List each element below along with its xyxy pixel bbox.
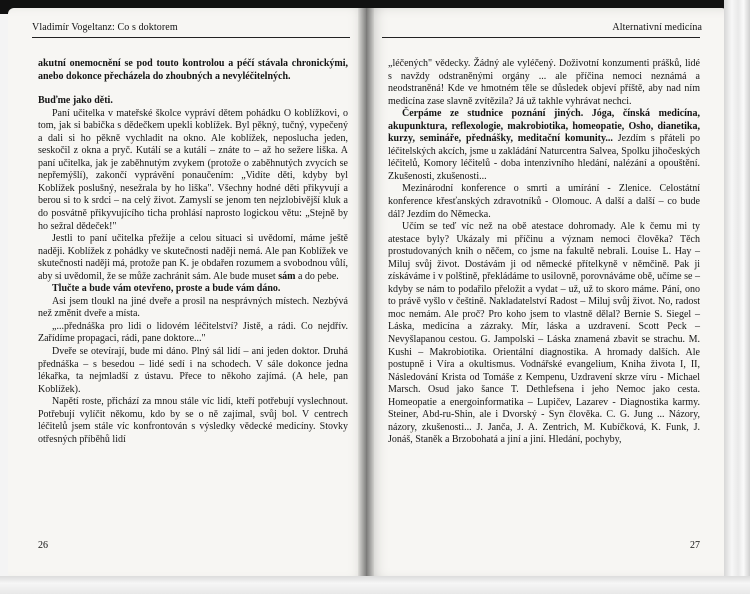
right-page-body <box>388 58 700 447</box>
left-running-header: Vladimír Vogeltanz: Co s doktorem <box>32 22 178 33</box>
paragraph: Čerpáme ze studnice poznání jiných. Jóga, čínská medicína, akupunktura, reflexologie, makrobiotika, homeopatie, Osho, dianetika, kurzy, semináře, přednášky, meditační komunity... Jezdím s přáteli po léčitelských akcích, jsme u zakládání Naturcentra Salvea, Spolku jihočeských léčitelů, Komory léčitelů - doba intenzivního hledání, nalézání a opouštění. Zkušenosti, zkušenosti... <box>388 108 701 182</box>
quote-paragraph: „...přednáška pro lidi o lidovém léčitelství? Jistě, a rádi. Co nejdřív. Zařídíme propagaci, rádi, pane doktore..." <box>38 320 348 345</box>
intro-bold-paragraph: akutní onemocnění se pod touto kontrolou a péčí stávala chronickými, anebo dokonce přecházela do zhoubných a nevyléčitelných. <box>38 58 348 82</box>
paragraph: Asi jsem tloukl na jiné dveře a prosil na nesprávných místech. Nezbývá než změnit dveře a místa. <box>38 295 348 320</box>
right-header-rule <box>382 37 700 38</box>
right-running-header: Alternativní medicína <box>612 22 702 33</box>
book-gutter <box>358 8 374 580</box>
paragraph: Napětí roste, přichází za mnou stále víc lidí, kteří potřebují vyslechnout. Potřebují vylíčit někomu, kdo by se o ně zajímal, svůj bol. V centrech léčitelů jsem stále víc konfrontován s výsledky vědecké medicíny. Stovky otřesných příběhů lidí <box>38 396 348 445</box>
right-page <box>366 8 726 580</box>
section-heading: Buďme jako děti. <box>38 95 113 107</box>
paragraph: „léčených" vědecky. Žádný ale vyléčený. Doživotní konzumenti prášků, lidé s navždy odstraněnými orgány ... ale příčina nemoci neznámá a neodstraněná! Kde ve hmotném těle se důsledek objeví příště, aby nad ním medicína zase slavně zvítězila? Já už takhle vyhrávat nechci. <box>388 58 700 107</box>
paragraph: Učím se teď víc než na obě atestace dohromady. Ale k čemu mi ty atestace byly? Ukázaly mi příčinu a význam nemoci člověka? Těch prostudovaných knih o něčem, co jsme na fakultě nebrali. Louise L. Hay – Miluj svůj život. Dostávám ji od německé přítelkyně v němčině. Pak ji získáváme i v polštině, překládáme to usilovně, porovnáváme obě, učíme se – kdyby se nám to podařilo přeložit a vydat – už, už to skoro máme. Pání, ono to právě vyšlo v češtině. Nakladatelství Radost – Miluj svůj život. No, radost moc nemám. Ale proč? Pro koho jsem to vlastně dělal? Bernie S. Siegel – Láska, medicína a zázraky. Mír, láska a uzdravení. Scott Peck – Nevyšlapanou cestou. G. Jampolski – Láska znamená zbavit se strachu. M. Kushi – Makrobiotika. Orientální diagnostika. A hromady dalších. Ale postupně i Víra a okultismus. Vodnářské evangelium, Kniha života I, II, Následování Krista od Tomáše z Kempenu, Uzdravení skrze víru - Michael Marsch. Osud jako šance T. Dethlefsena i jeho Nemoc jako cesta. Homeopatie a energoinformatika – Lupičev, Lazarev - Diagnostika karmy. Steiner, Abd-ru-Shin, ale i Dvorský - Syn člověka. C. G. Jung ... Názory, názory, zkušenosti... J. Janča, J. A. Zentrich, M. Kubíčková, K. Funk, J. Jonáš, Staněk a Brzobohatá a jiní a jiní. Hledání, pochyby, <box>388 221 700 446</box>
left-page <box>8 8 366 580</box>
left-page-body <box>38 58 348 446</box>
page-edges-bottom <box>0 576 750 594</box>
paragraph: Dveře se otevírají, bude mi dáno. Plný sál lidí – ani jeden doktor. Druhá přednáška – s besedou – lidé sedí i na schodech. V sále dokonce jedna lékařka, ta nejmladší z ústavu. Přece to někoho zajímá. (A hele, pan Koblížek). <box>38 346 348 395</box>
page-edges-right <box>724 0 750 594</box>
right-page-number: 27 <box>690 540 700 551</box>
paragraph: Jestli to paní učitelka přežije a celou situaci si uvědomí, máme ještě naději. Koblížek z pohádky ve skutečnosti naději nemá. Ale pan Koblížek ve skutečnosti naději má, protože pan K. je obdařen rozumem a svobodnou vůlí, aby si uvědomil, že se může zachránit sám. Ale bude muset sám a do pebe. <box>38 233 348 282</box>
paragraph: Mezinárodní konference o smrti a umírání - Zlenice. Celostátní konference křesťanských zdravotníků - Olomouc. A další a další – co bude dál? Jezdím do Německa. <box>388 183 700 220</box>
bold-subheading: Tlučte a bude vám otevřeno, proste a bude vám dáno. <box>52 283 281 295</box>
left-page-number: 26 <box>38 540 48 551</box>
left-header-rule <box>32 37 350 38</box>
paragraph: Paní učitelka v mateřské školce vypráví dětem pohádku O koblížkovi, o tom, jak si babička s dědečkem upekli koblížek. Byl pěkný, tučný, vypečený a dali si ho pěkně vychladit na okno. Ale koblížek, neposlucha jeden, seskočil z okna a pryč. Kutálí se a kutálí – znáte to – až ho sežere liška. A paní učitelka, jak je zaběhnutým zvykem (protože o zaběhnutých zvycích se nepřemýšlí), zakončí vyprávění ponaučením: „Vidíte děti, kdyby byl Koblížek poslušný, nesežrala by ho liška". Všechny hodné děti přikyvují a berou si to k srdci – na celý život. Zamyslí se jenom ten nejzlobivější kluk a do posvátně přikyvujícího ticha prohlásí naprosto logickou větu: „Stejně by ho sežral dědeček!" <box>38 107 348 232</box>
